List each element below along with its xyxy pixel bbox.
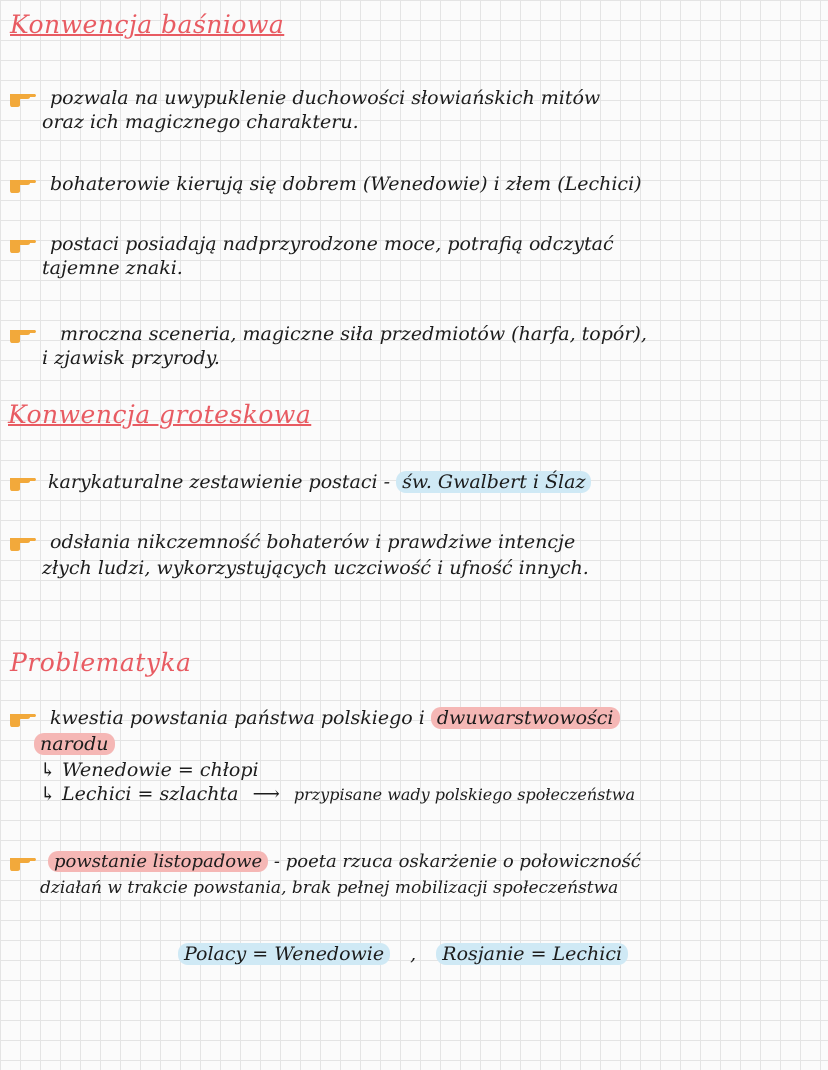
fairy-3-line-2: tajemne znaki. xyxy=(42,257,183,279)
grotesque-1-line-1 xyxy=(48,470,591,494)
return-arrow-icon: ↳ xyxy=(40,759,56,781)
pointing-hand-icon xyxy=(8,174,38,194)
return-arrow-icon: ↳ xyxy=(40,783,56,805)
problems-1-sub-1 xyxy=(40,758,259,782)
problems-2-text: - poeta rzuca oskarżenie o połowiczność xyxy=(273,851,641,872)
fairy-4-line-2: i zjawisk przyrody. xyxy=(42,347,220,369)
sub-2-tail-text: przypisane wady polskiego społeczeństwa xyxy=(293,785,636,804)
problems-1-line-2 xyxy=(34,732,115,756)
pointing-hand-icon xyxy=(8,472,38,492)
fairy-1-line-2: oraz ich magicznego charakteru. xyxy=(42,111,359,133)
grotesque-1-text: karykaturalne zestawienie postaci - xyxy=(48,471,391,493)
right-arrow-icon: ⟶ xyxy=(252,783,280,805)
problems-1-highlight: dwuwarstwowości xyxy=(431,707,620,729)
pointing-hand-icon xyxy=(8,88,38,108)
fairy-3-line-1: postaci posiadają nadprzyrodzone moce, potrafią odczytać xyxy=(50,233,614,255)
problems-2-line-1 xyxy=(48,850,641,874)
fairy-1-line-1: pozwala na uwypuklenie duchowości słowiańskich mitów xyxy=(50,87,601,109)
problems-1-line-1 xyxy=(50,706,620,730)
grotesque-1-highlight: św. Gwalbert i Ślaz xyxy=(396,471,591,493)
equation-separator: , xyxy=(410,943,417,965)
equation-left: Polacy = Wenedowie xyxy=(178,943,390,965)
problems-2-highlight: powstanie listopadowe xyxy=(48,851,268,872)
heading-fairy-convention: Konwencja baśniowa xyxy=(10,10,285,39)
pointing-hand-icon xyxy=(8,532,38,552)
pointing-hand-icon xyxy=(8,234,38,254)
equation-right: Rosjanie = Lechici xyxy=(436,943,628,965)
fairy-2-line-1: bohaterowie kierują się dobrem (Wenedowie) i złem (Lechici) xyxy=(50,173,642,195)
fairy-4-line-1: mroczna sceneria, magiczne siła przedmiotów (harfa, topór), xyxy=(60,323,647,345)
sub-1-text: Wenedowie = chłopi xyxy=(61,759,259,781)
grotesque-2-line-1: odsłania nikczemność bohaterów i prawdziwe intencje xyxy=(50,531,576,553)
problems-1-sub-2 xyxy=(40,782,635,807)
pointing-hand-icon xyxy=(8,852,38,872)
grotesque-2-line-2: złych ludzi, wykorzystujących uczciwość i ufność innych. xyxy=(42,557,589,579)
problems-1-highlight-2: narodu xyxy=(34,733,115,755)
heading-problems: Problematyka xyxy=(10,648,192,677)
problems-2-line-2: działań w trakcie powstania, brak pełnej mobilizacji społeczeństwa xyxy=(40,878,619,898)
equation-line xyxy=(178,942,628,966)
sub-2-text: Lechici = szlachta xyxy=(61,783,239,805)
heading-grotesque-convention: Konwencja groteskowa xyxy=(8,400,312,429)
problems-1-text: kwestia powstania państwa polskiego i xyxy=(50,707,425,729)
pointing-hand-icon xyxy=(8,708,38,728)
pointing-hand-icon xyxy=(8,324,38,344)
